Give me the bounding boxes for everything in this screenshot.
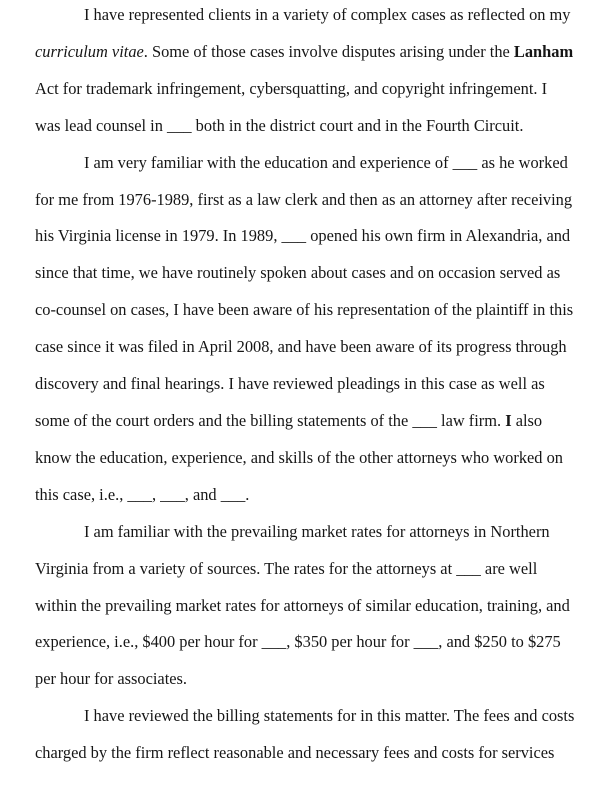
text-run: this case, i.e., ___, ___, and ___. [35,484,250,504]
paragraph [35,514,597,699]
bold-text-run: I [505,410,512,430]
text-run: was lead counsel in ___ both in the district court and in the Fourth Circuit. [35,115,524,135]
paragraph [35,698,597,772]
text-run: co-counsel on cases, I have been aware of his representation of the plaintiff in this [35,300,574,320]
text-line [35,624,597,661]
text-run: his Virginia license in 1979. In 1989, ___ opened his own firm in Alexandria, and [35,226,571,246]
text-run: charged by the firm reflect reasonable and necessary fees and costs for services [35,743,555,763]
text-line [35,588,597,625]
italic-text-run: curriculum vitae [35,41,144,61]
text-line [35,329,597,366]
text-run: . Some of those cases involve disputes arising under the [143,41,514,61]
text-line [35,292,597,329]
text-line [35,661,597,698]
text-run: for me from 1976-1989, first as a law clerk and then as an attorney after receiving [35,189,573,209]
text-run: I am very familiar with the education and experience of ___ as he worked [84,152,568,172]
text-run: also [511,410,543,430]
text-line [35,514,597,551]
text-line [35,145,597,182]
text-run: know the education, experience, and skills of the other attorneys who worked on [35,447,563,467]
document-body [35,0,597,772]
text-line [35,218,597,255]
text-line [35,34,597,71]
text-run: discovery and final hearings. I have reviewed pleadings in this case as well as [35,374,545,394]
text-line [35,108,597,145]
paragraph [35,0,597,145]
text-run: Act for trademark infringement, cybersquatting, and copyright infringement. I [35,78,548,98]
text-line [35,71,597,108]
text-run: I have reviewed the billing statements for in this matter. The fees and costs [84,706,575,726]
text-run: per hour for associates. [35,669,188,689]
text-line [35,0,597,34]
text-run: case since it was filed in April 2008, and have been aware of its progress through [35,337,567,357]
text-run: since that time, we have routinely spoken about cases and on occasion served as [35,263,561,283]
text-line [35,403,597,440]
text-run: some of the court orders and the billing statements of the ___ law firm. [35,410,506,430]
text-run: Virginia from a variety of sources. The rates for the attorneys at ___ are well [35,558,538,578]
text-run: experience, i.e., $400 per hour for ___, $350 per hour for ___, and $250 to $275 [35,632,561,652]
text-line [35,255,597,292]
text-run: I am familiar with the prevailing market rates for attorneys in Northern [84,521,550,541]
text-line [35,440,597,477]
bold-text-run: Lanham [513,41,574,61]
text-line [35,182,597,219]
text-line [35,551,597,588]
text-line [35,735,597,772]
text-run: within the prevailing market rates for attorneys of similar education, training, and [35,595,570,615]
text-run: I have represented clients in a variety of complex cases as reflected on my [84,5,571,24]
paragraph [35,145,597,514]
text-line [35,698,597,735]
text-line [35,477,597,514]
text-line [35,366,597,403]
